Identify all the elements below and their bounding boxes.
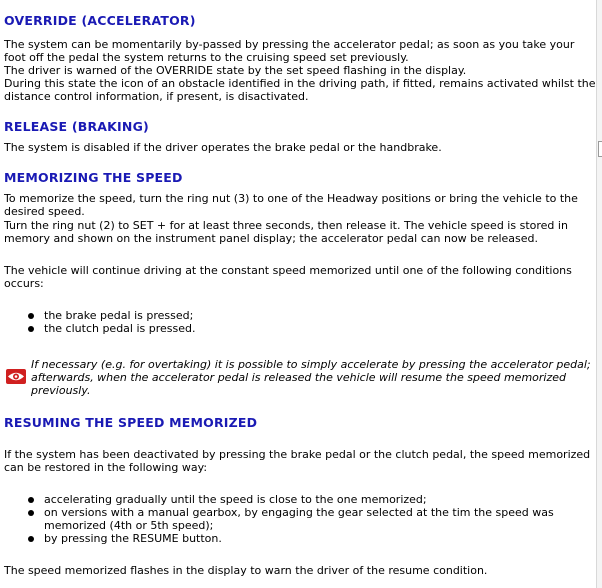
- resuming-line-1: If the system has been deactivated by pressing the brake pedal or the clutch pedal, the speed memorized: [4, 448, 591, 461]
- memorizing-line-4: memory and shown on the instrument panel display; the accelerator pedal can now be released.: [4, 232, 539, 245]
- list-item: the clutch pedal is pressed.: [44, 322, 196, 335]
- bullet-dot: [28, 536, 34, 542]
- bullet-dot: [28, 313, 34, 319]
- override-line-1: The system can be momentarily by-passed by pressing the accelerator pedal; as soon as you take your: [4, 38, 575, 51]
- memorizing-line-2: desired speed.: [4, 205, 85, 218]
- list-item: accelerating gradually until the speed is close to the one memorized;: [44, 493, 427, 506]
- heading-memorizing: MEMORIZING THE SPEED: [4, 170, 183, 185]
- heading-release: RELEASE (BRAKING): [4, 119, 149, 134]
- bullet-dot: [28, 510, 34, 516]
- list-item-continuation: memorized (4th or 5th speed);: [44, 519, 214, 532]
- resuming-final-line: The speed memorized flashes in the display to warn the driver of the resume condition.: [4, 564, 488, 577]
- list-item: on versions with a manual gearbox, by engaging the gear selected at the tim the speed was: [44, 506, 554, 519]
- note-line-2: afterwards, when the accelerator pedal is released the vehicle will resume the speed memorized: [31, 371, 566, 384]
- note-line-3: previously.: [31, 384, 91, 397]
- heading-resuming: RESUMING THE SPEED MEMORIZED: [4, 415, 258, 430]
- eye-warning-icon: [6, 369, 26, 384]
- override-line-4: During this state the icon of an obstacle identified in the driving path, if fitted, remains activated whilst the: [4, 77, 596, 90]
- list-item: by pressing the RESUME button.: [44, 532, 222, 545]
- memorizing-line-3: Turn the ring nut (2) to SET + for at least three seconds, then release it. The vehicle speed is stored in: [4, 219, 568, 232]
- override-line-5: distance control information, if present, is disactivated.: [4, 90, 309, 103]
- scrollbar-thumb[interactable]: [598, 141, 602, 157]
- note-line-1: If necessary (e.g. for overtaking) it is possible to simply accelerate by pressing the accelerator pedal;: [31, 358, 591, 371]
- release-line-1: The system is disabled if the driver operates the brake pedal or the handbrake.: [4, 141, 442, 154]
- override-line-3: The driver is warned of the OVERRIDE state by the set speed flashing in the display.: [4, 64, 467, 77]
- bullet-dot: [28, 497, 34, 503]
- bullet-dot: [28, 326, 34, 332]
- list-item: the brake pedal is pressed;: [44, 309, 194, 322]
- resuming-line-2: can be restored in the following way:: [4, 461, 208, 474]
- vertical-scrollbar[interactable]: [596, 0, 602, 588]
- memorizing-line-5: The vehicle will continue driving at the constant speed memorized until one of the following conditions: [4, 264, 572, 277]
- memorizing-line-6: occurs:: [4, 277, 44, 290]
- heading-override: OVERRIDE (ACCELERATOR): [4, 13, 196, 28]
- override-line-2: foot off the pedal the system returns to the cruising speed set previously.: [4, 51, 409, 64]
- memorizing-line-1: To memorize the speed, turn the ring nut (3) to one of the Headway positions or bring the vehicle to the: [4, 192, 578, 205]
